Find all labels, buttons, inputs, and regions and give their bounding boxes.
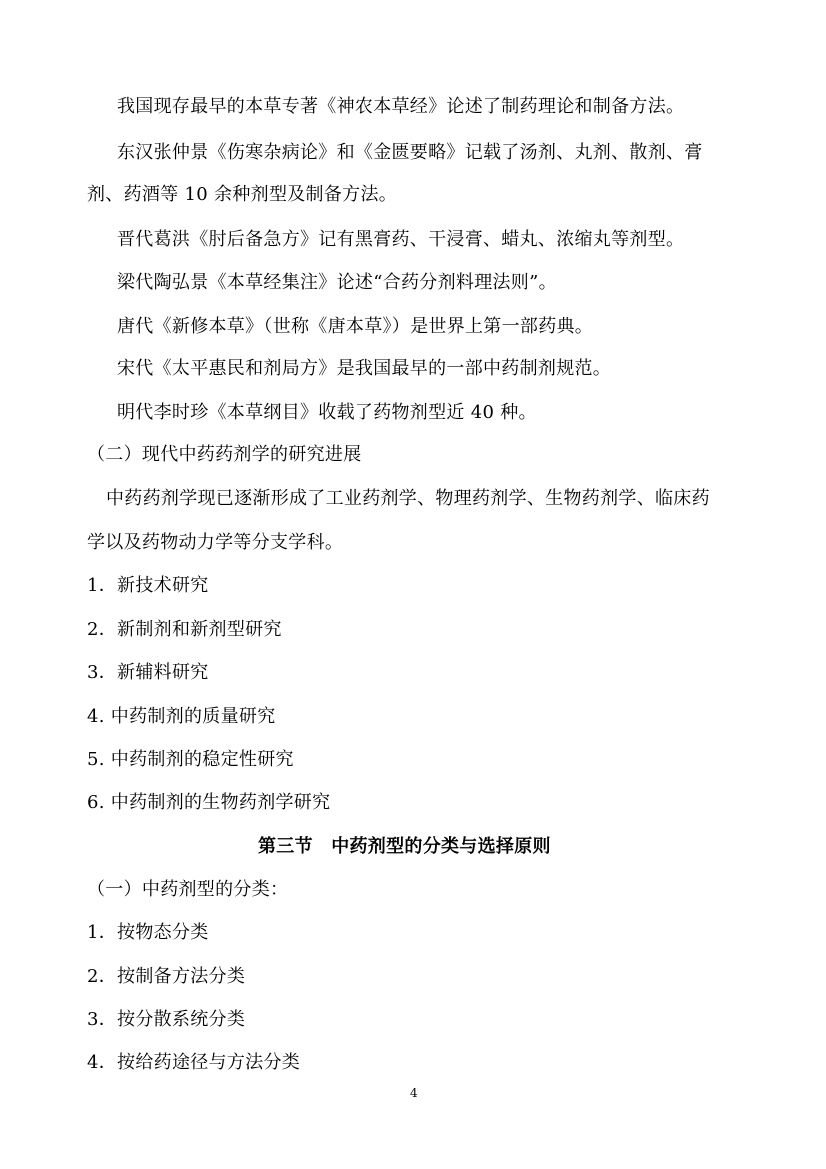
section-subtitle-classification: （一）中药剂型的分类： bbox=[87, 879, 289, 900]
section-heading: 第三节 中药剂型的分类与选择原则 bbox=[258, 836, 551, 857]
paragraph-gehong: 晋代葛洪《肘后备急方》记有黑膏药、干浸膏、蜡丸、浓缩丸等剂型。 bbox=[117, 229, 685, 250]
list-item: 4．按给药途径与方法分类 bbox=[87, 1052, 301, 1073]
list-item: 2．按制备方法分类 bbox=[87, 966, 246, 987]
paragraph-zhangzhongjing-line1: 东汉张仲景《伤寒杂病论》和《金匮要略》记载了汤剂、丸剂、散剂、膏 bbox=[117, 142, 703, 163]
section-intro-line2: 学以及药物动力学等分支学科。 bbox=[87, 532, 344, 553]
paragraph-zhangzhongjing-line2: 剂、药酒等 10 余种剂型及制备方法。 bbox=[87, 184, 398, 205]
list-item: 1．新技术研究 bbox=[87, 575, 209, 596]
section-title-modern-progress: （二）现代中药药剂学的研究进展 bbox=[87, 444, 362, 465]
list-item: 5. 中药制剂的稳定性研究 bbox=[87, 749, 294, 770]
list-item: 3．按分散系统分类 bbox=[87, 1009, 246, 1030]
paragraph-taohongjing: 梁代陶弘景《本草经集注》论述“合药分剂料理法则”。 bbox=[117, 272, 557, 293]
list-item: 3．新辅料研究 bbox=[87, 662, 209, 683]
paragraph-ming: 明代李时珍《本草纲目》收载了药物剂型近 40 种。 bbox=[117, 402, 537, 423]
paragraph-song: 宋代《太平惠民和剂局方》是我国最早的一部中药制剂规范。 bbox=[117, 358, 612, 379]
list-item: 2．新制剂和新剂型研究 bbox=[87, 619, 282, 640]
list-item: 4. 中药制剂的质量研究 bbox=[87, 706, 276, 727]
paragraph-tang: 唐代《新修本草》（世称《唐本草》）是世界上第一部药典。 bbox=[117, 316, 594, 337]
page-number: 4 bbox=[410, 1086, 418, 1100]
list-item: 1．按物态分类 bbox=[87, 922, 209, 943]
paragraph-shennong: 我国现存最早的本草专著《神农本草经》论述了制药理论和制备方法。 bbox=[117, 96, 685, 117]
section-intro-line1: 中药药剂学现已逐渐形成了工业药剂学、物理药剂学、生物药剂学、临床药 bbox=[106, 488, 710, 509]
list-item: 6. 中药制剂的生物药剂学研究 bbox=[87, 792, 331, 813]
